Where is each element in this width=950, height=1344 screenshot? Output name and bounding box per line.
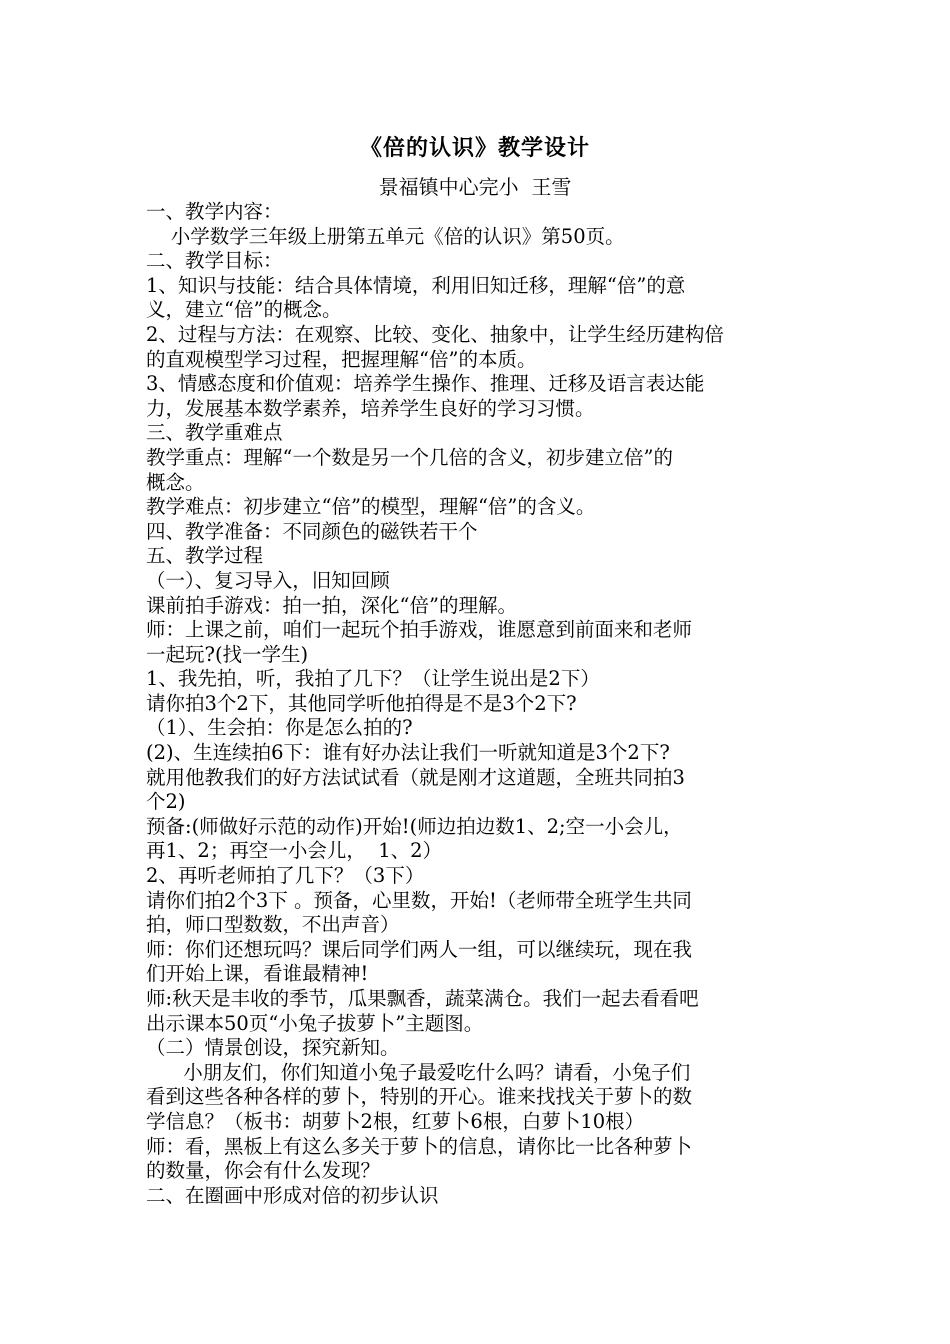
text-line: 义，建立“倍”的概念。 [146, 298, 342, 322]
text-line: (2)、生连续拍6下：谁有好办法让我们一听就知道是3个2下? [146, 741, 670, 765]
document-body [146, 200, 811, 1208]
text-line: 就用他教我们的好方法试试看（就是刚才这道题，全班共同拍3 [146, 765, 685, 789]
text-line: 力，发展基本数学素养，培养学生良好的学习习惯。 [146, 396, 595, 420]
text-line: 2、再听老师拍了几下？（3下） [146, 864, 425, 888]
text-line: 二、教学目标： [146, 249, 283, 273]
text-line: 3、情感态度和价值观：培养学生操作、推理、迁移及语言表达能 [146, 372, 705, 396]
text-line: 看到这些各种各样的萝卜，特别的开心。谁来找找关于萝卜的数 [146, 1085, 693, 1109]
text-line: 一、教学内容： [146, 200, 283, 223]
text-line: 2、过程与方法：在观察、比较、变化、抽象中，让学生经历建构倍 [146, 322, 724, 346]
text-line: 教学难点：初步建立“倍”的模型，理解“倍”的含义。 [146, 495, 596, 519]
document-title: 《倍的认识》教学设计 [359, 135, 590, 161]
text-line: 学信息？（板书：胡萝卜2根，红萝卜6根，白萝卜10根） [146, 1109, 645, 1133]
text-line: 个2) [146, 790, 186, 814]
text-line: 三、教学重难点 [146, 421, 283, 445]
text-line: 二、在圈画中形成对倍的初步认识 [146, 1183, 439, 1207]
text-line: 课前拍手游戏：拍一拍，深化“倍”的理解。 [146, 593, 517, 617]
document-author: 景福镇中心完小 王雪 [378, 175, 572, 199]
text-line: 1、知识与技能：结合具体情境，利用旧知迁移，理解“倍”的意 [146, 273, 686, 297]
text-line: （1）、生会拍：你是怎么拍的? [146, 716, 413, 740]
text-line: 四、教学准备：不同颜色的磁铁若干个 [146, 519, 478, 543]
text-line: 教学重点：理解“一个数是另一个几倍的含义，初步建立倍”的 [146, 445, 673, 469]
text-line: 的直观模型学习过程，把握理解“倍”的本质。 [146, 347, 537, 371]
text-line: 师：看，黑板上有这么多关于萝卜的信息，请你比一比各种萝卜 [146, 1134, 693, 1158]
text-line: 的数量，你会有什么发现？ [146, 1159, 381, 1183]
text-line: 师：你们还想玩吗？课后同学们两人一组，可以继续玩，现在我 [146, 937, 693, 961]
text-line: 小朋友们，你们知道小兔子最爱吃什么吗？请看，小兔子们 [146, 1060, 691, 1084]
text-line: 小学数学三年级上册第五单元《倍的认识》第50页。 [146, 224, 625, 248]
text-line: 拍，师口型数数，不出声音） [146, 913, 400, 937]
text-line: 请你们拍2个3下 。预备，心里数，开始!（老师带全班学生共同 [146, 888, 692, 912]
text-line: 概念。 [146, 470, 205, 494]
text-line: （二）情景创设，探究新知。 [146, 1036, 400, 1060]
text-line: 再1、2；再空一小会儿， 1、2） [146, 839, 443, 863]
text-line: 师:秋天是丰收的季节，瓜果飘香，蔬菜满仓。我们一起去看看吧 [146, 987, 699, 1010]
text-line: 五、教学过程 [146, 544, 264, 568]
text-line: 师：上课之前，咱们一起玩个拍手游戏，谁愿意到前面来和老师 [146, 618, 693, 642]
text-line: 请你拍3个2下，其他同学听他拍得是不是3个2下? [146, 691, 577, 715]
text-line: （一）、复习导入，旧知回顾 [146, 568, 390, 592]
text-line: 一起玩?(找一学生) [146, 642, 309, 666]
text-line: 们开始上课，看谁最精神! [146, 962, 369, 986]
text-line: 1、我先拍，听，我拍了几下？（让学生说出是2下） [146, 667, 600, 691]
text-line: 出示课本50页“小兔子拔萝卜”主题图。 [146, 1011, 484, 1035]
text-line: 预备:(师做好示范的动作)开始!(师边拍边数1、2;空一小会儿， [146, 814, 683, 838]
